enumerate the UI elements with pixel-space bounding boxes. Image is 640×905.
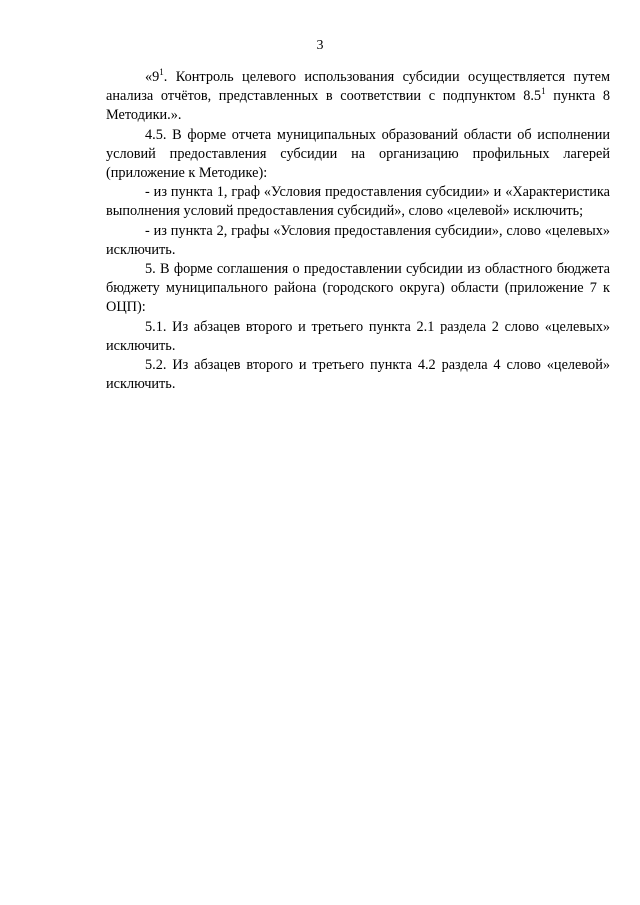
paragraph-9-1-control-open: «9 [145, 69, 160, 85]
paragraph-item-2: - из пункта 2, графы «Условия предоставления субсидии», слово «целевых» исключить. [106, 222, 610, 258]
paragraph-5: 5. В форме соглашения о предоставлении субсидии из областного бюджета бюджету муниципального района (городского округа) области (приложение 7 к ОЦП): [106, 261, 610, 316]
paragraph-item-1: - из пункта 1, граф «Условия предоставления субсидии» и «Характеристика выполнения условий предоставления субсидий», слово «целевой» исключить; [106, 184, 610, 220]
paragraph-4-5: 4.5. В форме отчета муниципальных образований области об исполнении условий предоставления субсидии на организацию профильных лагерей (приложение к Методике): [106, 126, 610, 182]
paragraph-9-1-control-body: . Контроль целевого использования субсидии осуществляется путем анализа отчётов, представленных в соответствии с подпунктом 8.5 [106, 69, 610, 105]
superscript-1: 1 [541, 86, 546, 97]
paragraph-5-2: 5.2. Из абзацев второго и третьего пункта 4.2 раздела 4 слово «целевой» исключить. [106, 357, 610, 393]
paragraph-9-1-control [106, 68, 610, 126]
superscript-1: 1 [159, 67, 164, 77]
page-number: 3 [316, 38, 324, 53]
document-body [106, 68, 610, 394]
paragraph-5-1: 5.1. Из абзацев второго и третьего пункта 2.1 раздела 2 слово «целевых» исключить. [106, 318, 610, 354]
paragraph-9-1-control-end: пункта 8 Методики.». [106, 88, 610, 124]
